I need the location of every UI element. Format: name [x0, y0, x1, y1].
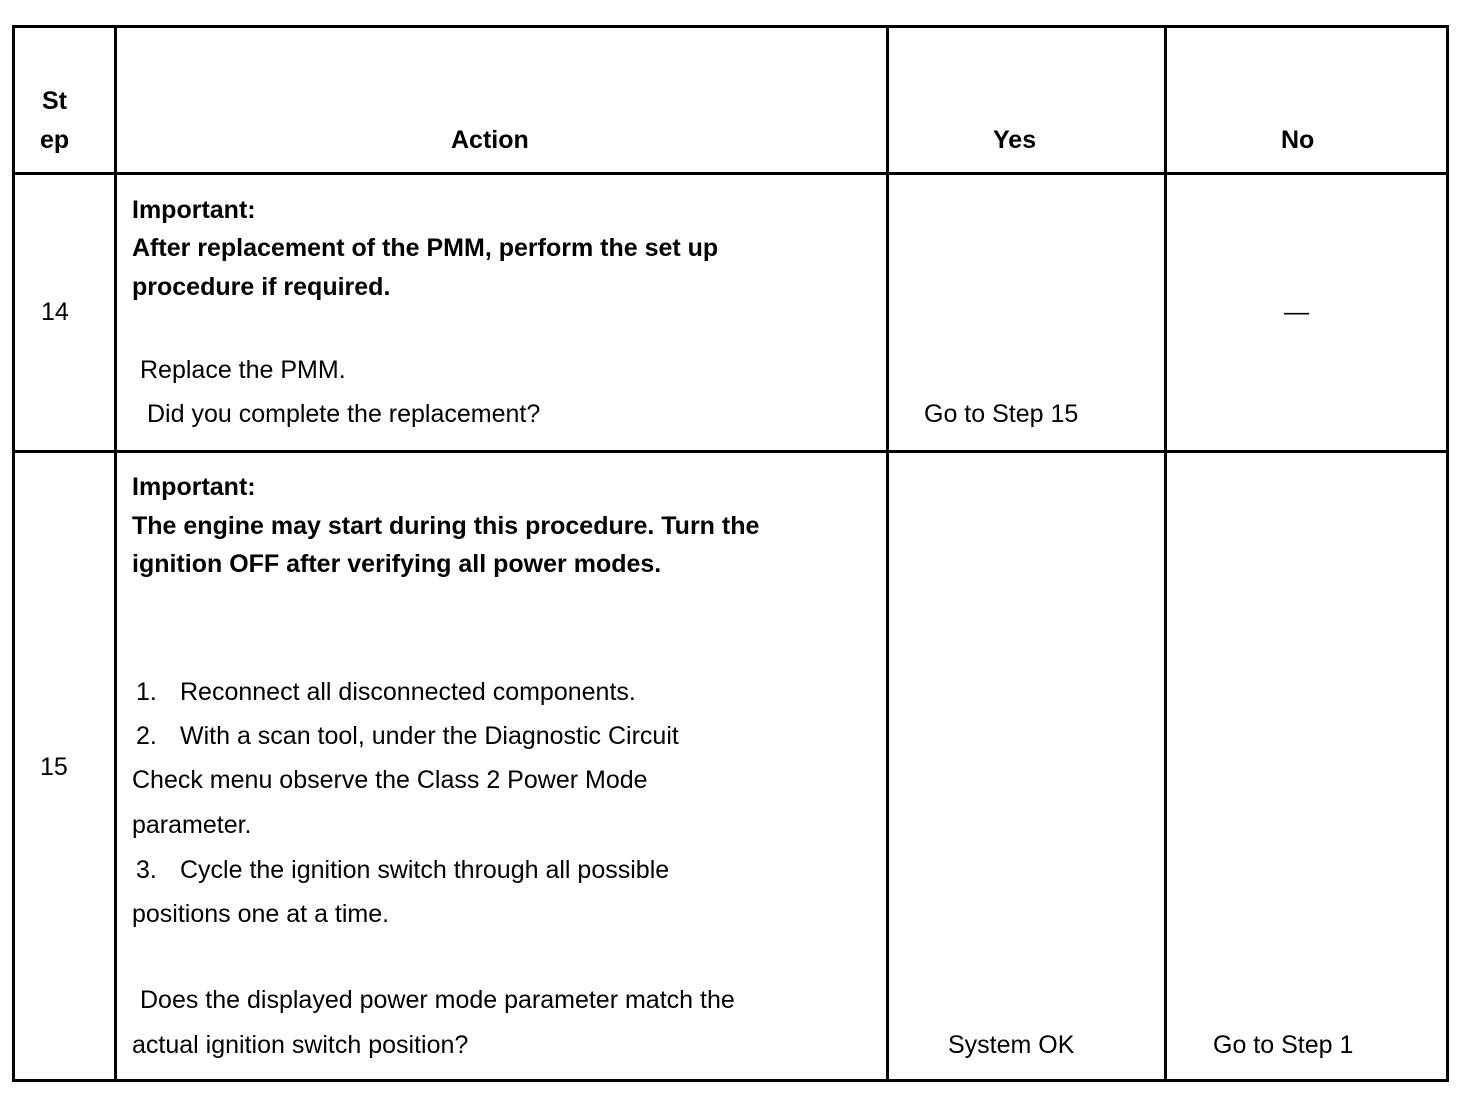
table-border-top	[12, 25, 1449, 28]
list-item: Reconnect all disconnected components.	[180, 678, 636, 706]
important-label: Important:	[132, 196, 256, 224]
no-result: —	[1284, 298, 1309, 326]
no-result: Go to Step 1	[1213, 1031, 1354, 1059]
question-line: Does the displayed power mode parameter match the	[140, 986, 735, 1014]
header-step-line1: St	[42, 87, 67, 115]
header-divider	[12, 172, 1449, 175]
table-border-left	[12, 25, 15, 1082]
action-line: Replace the PMM.	[140, 356, 346, 384]
yes-result: System OK	[948, 1031, 1075, 1059]
list-item-continuation: Check menu observe the Class 2 Power Mode	[132, 766, 648, 794]
header-action: Action	[451, 126, 529, 154]
list-item: With a scan tool, under the Diagnostic Circuit	[180, 722, 679, 750]
list-item-continuation: parameter.	[132, 811, 252, 839]
header-no: No	[1281, 126, 1315, 154]
important-line: After replacement of the PMM, perform the set up	[132, 234, 719, 262]
yes-result: Go to Step 15	[924, 400, 1079, 428]
column-divider-yes	[1164, 25, 1167, 1082]
important-line: procedure if required.	[132, 273, 391, 301]
column-divider-step	[114, 25, 117, 1082]
row-divider	[12, 450, 1449, 453]
list-number: 2.	[136, 722, 157, 750]
header-step-line2: ep	[40, 126, 70, 154]
step-number: 15	[40, 753, 68, 781]
list-item-continuation: positions one at a time.	[132, 900, 390, 928]
table-border-right	[1446, 25, 1449, 1082]
list-item: Cycle the ignition switch through all possible	[180, 856, 670, 884]
important-label: Important:	[132, 473, 256, 501]
question-line: actual ignition switch position?	[132, 1031, 469, 1059]
list-number: 1.	[136, 678, 157, 706]
action-line: Did you complete the replacement?	[147, 400, 541, 428]
header-yes: Yes	[993, 126, 1037, 154]
important-line: ignition OFF after verifying all power modes.	[132, 550, 662, 578]
step-number: 14	[41, 298, 69, 326]
column-divider-action	[886, 25, 889, 1082]
table-border-bottom	[12, 1079, 1449, 1082]
list-number: 3.	[136, 856, 157, 884]
important-line: The engine may start during this procedure. Turn the	[132, 512, 760, 540]
